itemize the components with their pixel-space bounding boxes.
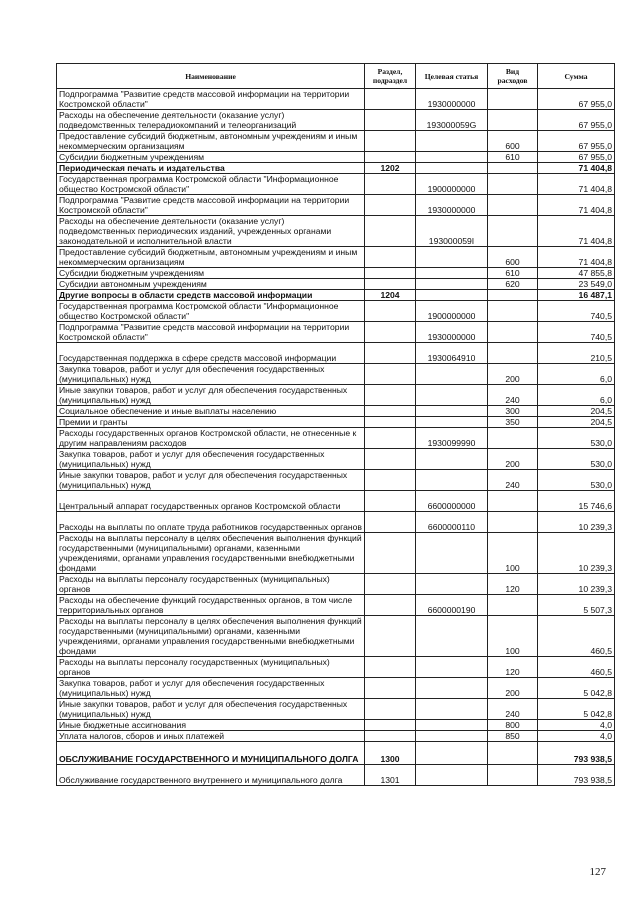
cell-section (365, 720, 416, 731)
table-row (57, 765, 615, 786)
cell-sum: 530,0 (538, 470, 615, 491)
cell-section (365, 406, 416, 417)
cell-name: Расходы на выплаты персоналу в целях обеспечения выполнения функций государственными (муниципальными) органами, казенными учреждениями, органами управления государственными внебюджетными фондами (57, 616, 365, 657)
cell-section (365, 279, 416, 290)
cell-target: 1900000000 (416, 301, 488, 322)
table-row (57, 364, 615, 385)
cell-kind: 300 (488, 406, 538, 417)
cell-name: Расходы на обеспечение деятельности (оказание услуг) подведомственных периодических изданий, учрежденных органами законодательной и исполнительной власти (57, 216, 365, 247)
cell-name: Подпрограмма "Развитие средств массовой информации на территории Костромской области" (57, 322, 365, 343)
cell-section: 1204 (365, 290, 416, 301)
cell-target: 1900000000 (416, 174, 488, 195)
table-row (57, 216, 615, 247)
page-number: 127 (589, 866, 606, 878)
cell-kind: 600 (488, 247, 538, 268)
table-row (57, 268, 615, 279)
cell-kind: 240 (488, 470, 538, 491)
cell-sum: 71 404,8 (538, 195, 615, 216)
cell-target (416, 364, 488, 385)
cell-section (365, 301, 416, 322)
cell-target (416, 131, 488, 152)
cell-sum: 71 404,8 (538, 163, 615, 174)
cell-name: Закупка товаров, работ и услуг для обеспечения государственных (муниципальных) нужд (57, 449, 365, 470)
cell-kind (488, 110, 538, 131)
cell-target (416, 470, 488, 491)
cell-sum: 530,0 (538, 428, 615, 449)
cell-sum: 4,0 (538, 731, 615, 742)
cell-kind (488, 343, 538, 364)
table-row (57, 417, 615, 428)
table-row (57, 699, 615, 720)
table-row (57, 533, 615, 574)
cell-section (365, 110, 416, 131)
cell-section (365, 343, 416, 364)
table-row (57, 131, 615, 152)
table-row (57, 163, 615, 174)
header-name: Наименование (57, 64, 365, 89)
table-row (57, 470, 615, 491)
table-row (57, 616, 615, 657)
table-row (57, 89, 615, 110)
table-row (57, 731, 615, 742)
cell-target: 193000059I (416, 216, 488, 247)
cell-name: Государственная поддержка в сфере средств массовой информации (57, 343, 365, 364)
header-sum: Сумма (538, 64, 615, 89)
cell-name: Предоставление субсидий бюджетным, автономным учреждениям и иным некоммерческим организациям (57, 131, 365, 152)
cell-section (365, 491, 416, 512)
cell-kind (488, 195, 538, 216)
cell-section (365, 731, 416, 742)
cell-kind: 350 (488, 417, 538, 428)
cell-section (365, 131, 416, 152)
cell-section (365, 449, 416, 470)
cell-name: Подпрограмма "Развитие средств массовой информации на территории Костромской области" (57, 195, 365, 216)
cell-target: 1930099990 (416, 428, 488, 449)
cell-sum: 67 955,0 (538, 110, 615, 131)
header-target: Целевая статья (416, 64, 488, 89)
cell-section (365, 322, 416, 343)
cell-kind: 200 (488, 449, 538, 470)
cell-sum: 204,5 (538, 417, 615, 428)
cell-kind (488, 491, 538, 512)
cell-sum: 10 239,3 (538, 512, 615, 533)
table-row (57, 595, 615, 616)
cell-section (365, 470, 416, 491)
cell-sum: 47 855,8 (538, 268, 615, 279)
cell-target (416, 417, 488, 428)
cell-name: Субсидии автономным учреждениям (57, 279, 365, 290)
cell-target (416, 290, 488, 301)
cell-target: 193000059G (416, 110, 488, 131)
table-row (57, 406, 615, 417)
cell-target (416, 247, 488, 268)
cell-section (365, 657, 416, 678)
cell-section (365, 89, 416, 110)
cell-target (416, 279, 488, 290)
cell-target: 6600000000 (416, 491, 488, 512)
cell-sum: 460,5 (538, 657, 615, 678)
cell-kind (488, 595, 538, 616)
cell-sum: 460,5 (538, 616, 615, 657)
cell-kind (488, 765, 538, 786)
cell-target (416, 699, 488, 720)
cell-target (416, 449, 488, 470)
cell-section (365, 595, 416, 616)
cell-target (416, 720, 488, 731)
table-row (57, 174, 615, 195)
cell-section (365, 247, 416, 268)
cell-target (416, 731, 488, 742)
cell-target (416, 406, 488, 417)
cell-section (365, 216, 416, 247)
table-row (57, 491, 615, 512)
cell-name: Субсидии бюджетным учреждениям (57, 268, 365, 279)
cell-section: 1202 (365, 163, 416, 174)
table-row (57, 152, 615, 163)
cell-target (416, 765, 488, 786)
cell-section (365, 385, 416, 406)
table-row (57, 657, 615, 678)
cell-kind: 850 (488, 731, 538, 742)
table-row (57, 385, 615, 406)
cell-sum: 530,0 (538, 449, 615, 470)
table-row (57, 195, 615, 216)
cell-sum: 204,5 (538, 406, 615, 417)
header-kind: Вид расходов (488, 64, 538, 89)
cell-name: Периодическая печать и издательства (57, 163, 365, 174)
cell-name: Иные закупки товаров, работ и услуг для обеспечения государственных (муниципальных) нужд (57, 699, 365, 720)
table-row (57, 720, 615, 731)
table-row (57, 574, 615, 595)
cell-kind: 200 (488, 678, 538, 699)
cell-sum: 71 404,8 (538, 174, 615, 195)
table-row (57, 343, 615, 364)
cell-section (365, 512, 416, 533)
cell-kind (488, 174, 538, 195)
table-row (57, 247, 615, 268)
cell-name: ОБСЛУЖИВАНИЕ ГОСУДАРСТВЕННОГО И МУНИЦИПАЛЬНОГО ДОЛГА (57, 742, 365, 765)
cell-name: Расходы на выплаты персоналу в целях обеспечения выполнения функций государственными (муниципальными) органами, казенными учреждениями, органами управления государственными внебюджетными фондами (57, 533, 365, 574)
cell-target (416, 152, 488, 163)
cell-name: Центральный аппарат государственных органов Костромской области (57, 491, 365, 512)
cell-name: Иные закупки товаров, работ и услуг для обеспечения государственных (муниципальных) нужд (57, 470, 365, 491)
cell-name: Предоставление субсидий бюджетным, автономным учреждениям и иным некоммерческим организациям (57, 247, 365, 268)
cell-sum: 210,5 (538, 343, 615, 364)
cell-kind: 610 (488, 268, 538, 279)
cell-kind (488, 216, 538, 247)
cell-kind: 240 (488, 699, 538, 720)
cell-name: Социальное обеспечение и иные выплаты населению (57, 406, 365, 417)
cell-target: 1930000000 (416, 195, 488, 216)
cell-target (416, 678, 488, 699)
cell-name: Иные закупки товаров, работ и услуг для обеспечения государственных (муниципальных) нужд (57, 385, 365, 406)
cell-target (416, 657, 488, 678)
cell-name: Расходы на выплаты персоналу государственных (муниципальных) органов (57, 574, 365, 595)
cell-kind (488, 290, 538, 301)
cell-kind (488, 742, 538, 765)
cell-kind (488, 163, 538, 174)
table-row (57, 428, 615, 449)
cell-kind: 620 (488, 279, 538, 290)
cell-name: Государственная программа Костромской области "Информационное общество Костромской области" (57, 301, 365, 322)
cell-sum: 4,0 (538, 720, 615, 731)
cell-target: 1930000000 (416, 89, 488, 110)
table-row (57, 449, 615, 470)
cell-target (416, 742, 488, 765)
cell-target (416, 385, 488, 406)
cell-kind: 610 (488, 152, 538, 163)
cell-name: Расходы государственных органов Костромской области, не отнесенные к другим направлениям расходов (57, 428, 365, 449)
cell-target (416, 268, 488, 279)
cell-sum: 71 404,8 (538, 247, 615, 268)
cell-target: 1930064910 (416, 343, 488, 364)
cell-name: Закупка товаров, работ и услуг для обеспечения государственных (муниципальных) нужд (57, 364, 365, 385)
cell-sum: 71 404,8 (538, 216, 615, 247)
budget-table (56, 63, 615, 786)
cell-name: Подпрограмма "Развитие средств массовой информации на территории Костромской области" (57, 89, 365, 110)
cell-target: 6600000110 (416, 512, 488, 533)
cell-section (365, 574, 416, 595)
cell-section (365, 678, 416, 699)
cell-name: Премии и гранты (57, 417, 365, 428)
cell-kind: 600 (488, 131, 538, 152)
cell-sum: 5 042,8 (538, 678, 615, 699)
cell-section (365, 699, 416, 720)
cell-name: Обслуживание государственного внутреннего и муниципального долга (57, 765, 365, 786)
cell-sum: 67 955,0 (538, 152, 615, 163)
table-body (57, 89, 615, 786)
table-header-row (57, 64, 615, 89)
cell-kind: 120 (488, 657, 538, 678)
cell-sum: 10 239,3 (538, 574, 615, 595)
cell-sum: 15 746,6 (538, 491, 615, 512)
cell-section (365, 417, 416, 428)
cell-name: Другие вопросы в области средств массовой информации (57, 290, 365, 301)
cell-sum: 793 938,5 (538, 765, 615, 786)
cell-sum: 5 042,8 (538, 699, 615, 720)
cell-sum: 67 955,0 (538, 89, 615, 110)
header-section: Раздел, подраздел (365, 64, 416, 89)
cell-kind: 120 (488, 574, 538, 595)
table-row (57, 301, 615, 322)
cell-sum: 793 938,5 (538, 742, 615, 765)
cell-target (416, 616, 488, 657)
cell-name: Закупка товаров, работ и услуг для обеспечения государственных (муниципальных) нужд (57, 678, 365, 699)
cell-name: Расходы на выплаты персоналу государственных (муниципальных) органов (57, 657, 365, 678)
cell-kind (488, 512, 538, 533)
cell-sum: 740,5 (538, 301, 615, 322)
table-row (57, 279, 615, 290)
cell-name: Расходы на обеспечение функций государственных органов, в том числе территориальных органов (57, 595, 365, 616)
cell-section (365, 195, 416, 216)
cell-name: Субсидии бюджетным учреждениям (57, 152, 365, 163)
cell-kind: 240 (488, 385, 538, 406)
cell-section: 1300 (365, 742, 416, 765)
cell-sum: 6,0 (538, 385, 615, 406)
cell-name: Расходы на обеспечение деятельности (оказание услуг) подведомственных телерадиокомпаний и телеорганизаций (57, 110, 365, 131)
cell-sum: 23 549,0 (538, 279, 615, 290)
cell-sum: 67 955,0 (538, 131, 615, 152)
cell-name: Расходы на выплаты по оплате труда работников государственных органов (57, 512, 365, 533)
cell-sum: 10 239,3 (538, 533, 615, 574)
cell-sum: 5 507,3 (538, 595, 615, 616)
cell-kind (488, 322, 538, 343)
cell-section (365, 364, 416, 385)
cell-section (365, 616, 416, 657)
cell-section (365, 174, 416, 195)
cell-section: 1301 (365, 765, 416, 786)
cell-target: 1930000000 (416, 322, 488, 343)
cell-kind (488, 301, 538, 322)
table-row (57, 322, 615, 343)
cell-section (365, 533, 416, 574)
table-row (57, 290, 615, 301)
cell-sum: 16 487,1 (538, 290, 615, 301)
cell-kind: 200 (488, 364, 538, 385)
cell-target (416, 533, 488, 574)
cell-target: 6600000190 (416, 595, 488, 616)
cell-kind: 800 (488, 720, 538, 731)
cell-name: Уплата налогов, сборов и иных платежей (57, 731, 365, 742)
table-row (57, 512, 615, 533)
cell-kind (488, 89, 538, 110)
cell-target (416, 163, 488, 174)
cell-kind: 100 (488, 533, 538, 574)
cell-section (365, 268, 416, 279)
table-row (57, 110, 615, 131)
cell-sum: 6,0 (538, 364, 615, 385)
cell-section (365, 152, 416, 163)
cell-name: Государственная программа Костромской области "Информационное общество Костромской области" (57, 174, 365, 195)
table-row (57, 678, 615, 699)
cell-sum: 740,5 (538, 322, 615, 343)
cell-name: Иные бюджетные ассигнования (57, 720, 365, 731)
cell-section (365, 428, 416, 449)
cell-kind: 100 (488, 616, 538, 657)
table-row (57, 742, 615, 765)
cell-target (416, 574, 488, 595)
cell-kind (488, 428, 538, 449)
